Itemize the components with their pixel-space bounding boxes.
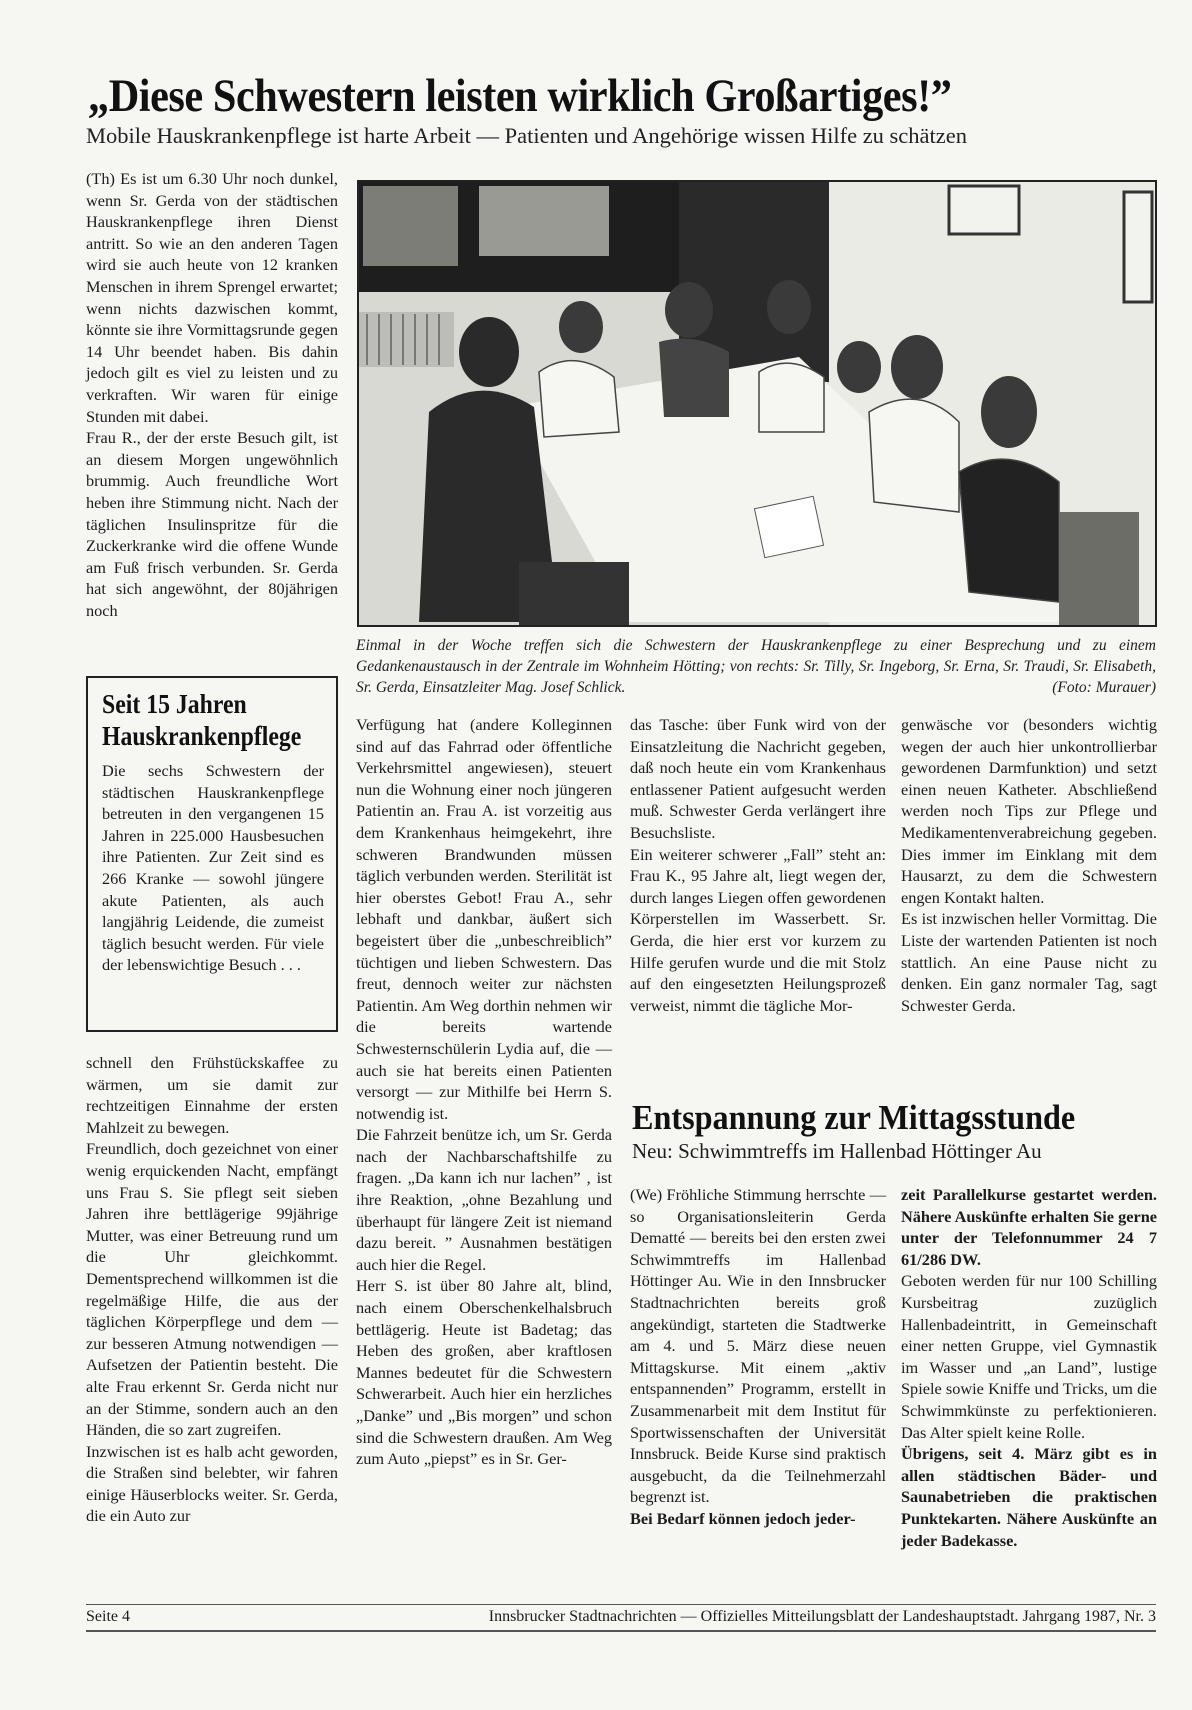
paragraph: Geboten werden für nur 100 Schilling Kursbeitrag zuzüglich Hallenbadeintritt, in Gemeinschaft einer netten Gruppe, viel Gymnastik im Wasser und „an Land”, lustige Spiele sowie Kniffe und Tricks, um die Schwimmkünste zu perfektionieren. Das Alter spielt keine Rolle. (901, 1271, 1157, 1442)
photo-caption (356, 635, 1156, 698)
infobox (86, 676, 338, 1032)
paragraph: genwäsche vor (besonders wichtig wegen der auch hier unkontrollierbar gewordenen Darmfunktion) und setzt einen neuen Katheter. Abschließend werden noch Tips zur Pflege und Medikamentenverabreichung gegeben. Dies immer im Einklang mit dem Hausarzt, zu dem die Schwestern engen Kontakt halten. (901, 715, 1157, 907)
paragraph: Es ist inzwischen heller Vormittag. Die Liste der wartenden Patienten ist noch stattlich. An eine Pause nicht zu denken. Ein ganz normaler Tag, sagt Schwester Gerda. (901, 909, 1157, 1015)
article-column-1-top (86, 168, 338, 621)
paragraph-bold: Übrigens, seit 4. März gibt es in allen städtischen Bäder- und Saunabetrieben die praktischen Punktekarten. Nähere Auskünfte an jeder Badekasse. (901, 1444, 1157, 1550)
article2-column-1 (630, 1184, 886, 1530)
page-number: Seite 4 (86, 1608, 130, 1625)
infobox-title-line: Hauskrankenpflege (102, 721, 302, 751)
infobox-text: Die sechs Schwestern der städtischen Hauskrankenpflege betreuten in den vergangenen 15 Jahren in 225.000 Hausbesuchen ihre Patienten. Zur Zeit sind es 266 Kranke — sowohl jüngere akute Patienten, als auch langjährig Leidende, die zumeist täglich besucht werden. Für viele der lebenswichtige Besuch . . . (102, 761, 324, 975)
paragraph: (Th) Es ist um 6.30 Uhr noch dunkel, wenn Sr. Gerda von der städtischen Hauskrankenpflege ihren Dienst antritt. So wie an den anderen Tagen wird sie auch heute von 12 kranken Menschen in ihrem Sprengel erwartet; wenn nichts dazwischen kommt, könnte sie ihre Vormittagsrunde gegen 14 Uhr beendet haben. Bis dahin jedoch gilt es viel zu leisten und zu verkraften. Wir waren für einige Stunden mit dabei. (86, 169, 338, 426)
paragraph: Freundlich, doch gezeichnet von einer wenig erquickenden Nacht, empfängt uns Frau S. Sie pflegt seit sieben Jahren ihre bettlägerige 99jährige Mutter, was einer Betreuung rund um die Uhr gleichkommt. Dementsprechend willkommen ist die regelmäßige Hilfe, die aus der täglichen Körperpflege und dem — zur besseren Atmung notwendigen — Aufsetzen der Patientin besteht. Die alte Frau erkennt Sr. Gerda nicht nur an der Stimme, sondern auch an den Händen, die so zart zugreifen. (86, 1139, 338, 1440)
publication-info: Innsbrucker Stadtnachrichten — Offizielles Mitteilungsblatt der Landeshauptstadt. Jahrgang 1987, Nr. 3 (488, 1608, 1156, 1625)
paragraph: Frau R., der der erste Besuch gilt, ist an diesem Morgen ungewöhnlich brummig. Auch freundliche Wort heben ihre Stimmung nicht. Nach der täglichen Insulinspritze für die Zuckerkranke wird die offene Wunde am Fuß frisch verbunden. Sr. Gerda hat sich angewöhnt, der 80jährigen noch (86, 428, 338, 620)
infobox-title-line: Seit 15 Jahren (102, 689, 247, 719)
caption-text: Einmal in der Woche treffen sich die Schwestern der Hauskrankenpflege zu einer Besprechung und zu einem Gedankenaustausch in der Zentrale im Wohnheim Hötting; von rechts: Sr. Tilly, Sr. Ingeborg, Sr. Erna, Sr. Traudi, Sr. Elisabeth, Sr. Gerda, Einsatzleiter Mag. Josef Schlick. (356, 637, 1156, 696)
article2-subtitle: Neu: Schwimmtreffs im Hallenbad Höttinger Au (632, 1139, 1042, 1163)
photo-meeting-icon (359, 182, 1155, 625)
paragraph-bold: zeit Parallelkurse gestartet werden. Nähere Auskünfte erhalten Sie gerne unter der Telefonnummer 24 7 61/286 DW. (901, 1185, 1157, 1269)
article2-column-2 (901, 1184, 1157, 1551)
paragraph: (We) Fröhliche Stimmung herrschte — so Organisationsleiterin Gerda Dematté — bereits bei den ersten zwei Schwimmtreffs im Hallenbad Höttinger Au. Wie in den Innsbrucker Stadtnachrichten bereits groß angekündigt, starteten die Stadtwerke am 4. und 5. März diese neuen Mittagskurse. Mit einem „aktiv entspannenden” Programm, erstellt in Zusammenarbeit mit dem Institut für Sportwissenschaften der Universität Innsbruck. Beide Kurse sind praktisch ausgebucht, da die Teilnehmerzahl begrenzt ist. (630, 1185, 886, 1507)
footer-divider (86, 1630, 1156, 1632)
article-column-1-bottom (86, 1052, 338, 1527)
footer-divider (86, 1604, 1156, 1605)
article2-title: Entspannung zur Mittagsstunde (632, 1098, 1076, 1137)
photo (357, 180, 1157, 627)
headline: „Diese Schwestern leisten wirklich Großartiges!” (88, 70, 952, 122)
paragraph: Verfügung hat (andere Kolleginnen sind auf das Fahrrad oder öffentliche Verkehrsmittel angewiesen), steuert nun die Wohnung einer noch jüngeren Patientin an. Frau A. ist vorzeitig aus dem Krankenhaus heimgekehrt, ihre schweren Brandwunden müssen täglich verbunden werden. Sterilität ist hier oberstes Gebot! Frau A., sehr lebhaft und dankbar, äußert sich begeistert über die „unbeschreiblich” tüchtigen und lieben Schwestern. Das freut, dennoch weiter zur nächsten Patientin. Am Weg dorthin nehmen wir die bereits wartende Schwesternschülerin Lydia auf, die — auch sie hat bereits einen Patienten versorgt — zur Mithilfe bei Herrn S. notwendig ist. (356, 715, 612, 1123)
paragraph: schnell den Frühstückskaffee zu wärmen, um sie damit zur rechtzeitigen Einnahme der ersten Mahlzeit zu bewegen. (86, 1053, 338, 1137)
paragraph: das Tasche: über Funk wird von der Einsatzleitung die Nachricht gegeben, daß noch heute ein vom Krankenhaus entlassener Patient aufgesucht werden muß. Schwester Gerda verlängert ihre Besuchsliste. (630, 715, 886, 842)
article-column-4 (901, 714, 1157, 1016)
article-column-3 (630, 714, 886, 1016)
article-column-2 (356, 714, 612, 1470)
paragraph: Herr S. ist über 80 Jahre alt, blind, nach einem Oberschenkelhalsbruch bettlägerig. Heute ist Badetag; das Heben des großen, aber kraftlosen Mannes bedeutet für die Schwestern Schwerarbeit. Auch hier ein herzliches „Danke” und „Bis morgen” und schon sind die Schwestern draußen. Am Weg zum Auto „piepst” es in Sr. Ger- (356, 1276, 612, 1469)
infobox-title (102, 688, 302, 752)
photo-credit: (Foto: Murauer) (1052, 679, 1156, 696)
paragraph-bold: Bei Bedarf können jedoch jeder- (630, 1508, 856, 1528)
paragraph: Die Fahrzeit benütze ich, um Sr. Gerda nach der Nachbarschaftshilfe zu fragen. „Da kann ich nur lachen” , ist ihre Reaktion, „ohne Bezahlung und überhaupt für längere Zeit ist niemand dazu bereit. ” Ausnahmen bestätigen auch hier die Regel. (356, 1125, 612, 1274)
subheadline: Mobile Hauskrankenpflege ist harte Arbeit — Patienten und Angehörige wissen Hilfe zu schätzen (86, 123, 968, 148)
paragraph: Ein weiterer schwerer „Fall” steht an: Frau K., 95 Jahre alt, liegt wegen der, durch langes Liegen offen gewordenen Körperstellen im Wasserbett. Sr. Gerda, die hier erst vor kurzem zu Hilfe gerufen wurde und die mit Stolz auf den eingesetzten Heilungsprozeß verweist, nimmt die tägliche Mor- (630, 844, 886, 1015)
paragraph: Inzwischen ist es halb acht geworden, die Straßen sind belebter, wir fahren einige Häuserblocks weiter. Sr. Gerda, die ein Auto zur (86, 1441, 338, 1526)
